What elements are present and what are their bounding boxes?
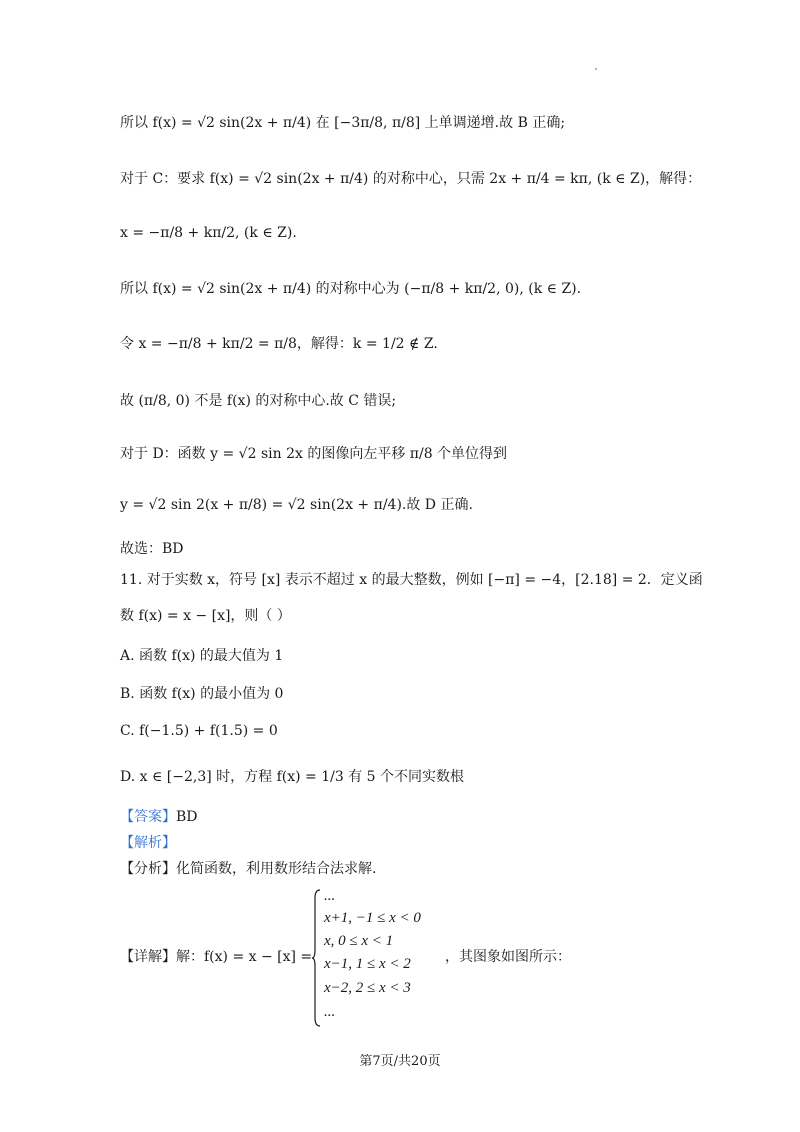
text-line-6: 故 (π/8, 0) 不是 f(x) 的对称中心.故 C 错误; [120,393,397,409]
fenxi-line: 【分析】化简函数，利用数形结合法求解. [120,861,377,877]
text-line-1: 所以 f(x) = √2 sin(2x + π/4) 在 [−3π/8, π/8] 上单调递增.故 B 正确; [120,115,566,131]
option-d: D. x ∈ [−2,3] 时，方程 f(x) = 1/3 有 5 个不同实数根 [120,769,465,785]
piece-2: x, 0 ≤ x < 1 [324,933,394,949]
answer-value: BD [176,809,198,825]
text-line-5: 令 x = −π/8 + kπ/2 = π/8，解得：k = 1/2 ∉ Z. [120,336,438,352]
piece-0: ... [324,888,336,904]
analysis-tag: 【解析】 [120,835,176,851]
stray-dot [595,68,597,70]
answer-line [120,806,198,828]
detail-prefix: 【详解】解：f(x) = x − [x] = [120,949,313,965]
piece-4: x−2, 2 ≤ x < 3 [324,980,411,996]
answer-tag: 【答案】 [120,809,176,825]
left-brace-icon [312,888,322,1028]
question-11-line-1: 11. 对于实数 x，符号 [x] 表示不超过 x 的最大整数，例如 [−π] = −4，[2.18] = 2．定义函 [120,572,703,588]
question-11-line-2: 数 f(x) = x − [x]，则（ ） [120,608,291,624]
piece-3: x−1, 1 ≤ x < 2 [324,956,411,972]
piece-5: ... [324,1004,336,1020]
text-line-3: x = −π/8 + kπ/2, (k ∈ Z). [120,225,297,241]
option-b: B. 函数 f(x) 的最小值为 0 [120,686,284,702]
page-footer: 第7页/共20页 [359,1054,441,1069]
text-line-8: y = √2 sin 2(x + π/8) = √2 sin(2x + π/4).故 D 正确. [120,497,473,513]
piece-1: x+1, −1 ≤ x < 0 [324,910,421,926]
option-c: C. f(−1.5) + f(1.5) = 0 [120,723,278,739]
text-line-7: 对于 D：函数 y = √2 sin 2x 的图像向左平移 π/8 个单位得到 [120,446,508,462]
text-line-9: 故选：BD [120,541,184,557]
piecewise-definition [318,888,443,1028]
text-line-4: 所以 f(x) = √2 sin(2x + π/4) 的对称中心为 (−π/8 + kπ/2, 0), (k ∈ Z). [120,281,582,297]
detail-suffix: ，其图象如图所示： [445,949,571,965]
option-a: A. 函数 f(x) 的最大值为 1 [120,648,284,664]
text-line-2: 对于 C：要求 f(x) = √2 sin(2x + π/4) 的对称中心，只需 2x + π/4 = kπ, (k ∈ Z)，解得： [120,171,702,187]
